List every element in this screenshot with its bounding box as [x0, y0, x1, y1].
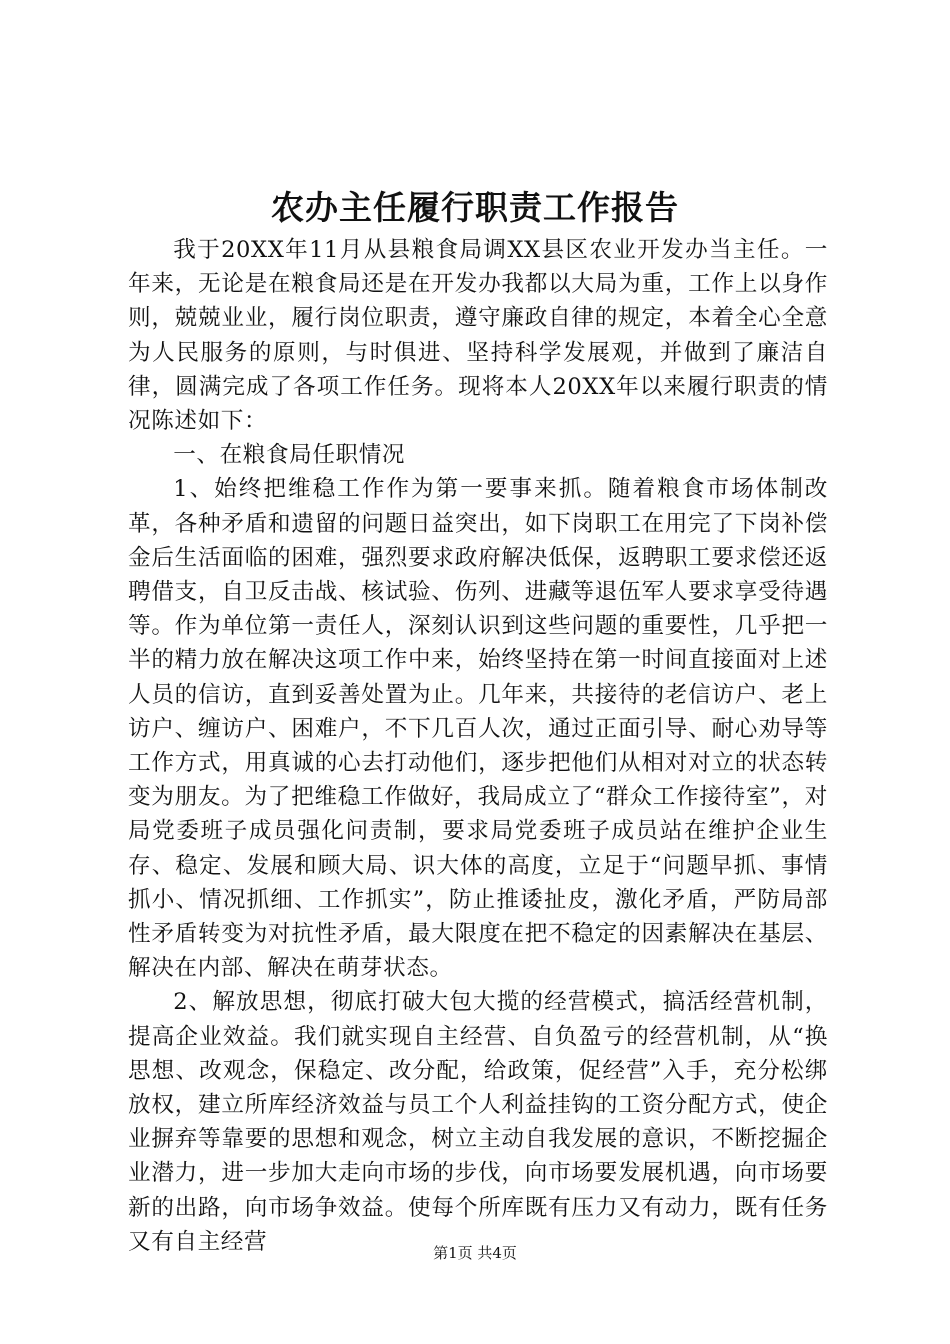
paragraph-item-2: 2、解放思想，彻底打破大包大揽的经营模式，搞活经营机制，提高企业效益。我们就实现自主经营、自负盈亏的经营机制，从“换思想、改观念，保稳定、改分配，给政策，促经营”入手，充分松绑放权，建立所库经济效益与员工个人利益挂钩的工资分配方式，使企业摒弃等靠要的思想和观念，树立主动自我发展的意识，不断挖掘企业潜力，进一步加大走向市场的步伐，向市场要发展机遇，向市场要新的出路，向市场争效益。使每个所库既有压力又有动力，既有任务又有自主经营 [128, 989, 828, 1255]
document-title: 农办主任履行职责工作报告 [271, 188, 679, 227]
paragraph-intro: 我于20XX年11月从县粮食局调XX县区农业开发办当主任。一年来，无论是在粮食局还是在开发办我都以大局为重，工作上以身作则，兢兢业业，履行岗位职责，遵守廉政自律的规定，本着全心全意为人民服务的原则，与时俱进、坚持科学发展观，并做到了廉洁自律，圆满完成了各项工作任务。现将本人20XX年以来履行职责的情况陈述如下： [128, 237, 828, 435]
page-number-footer: 第1页 共4页 [433, 1244, 517, 1262]
section-heading: 一、在粮食局任职情况 [173, 442, 406, 469]
document-body [128, 233, 828, 1259]
paragraph-item-1: 1、始终把维稳工作作为第一要事来抓。随着粮食市场体制改革，各种矛盾和遗留的问题日益突出，如下岗职工在用完了下岗补偿金后生活面临的困难，强烈要求政府解决低保，返聘职工要求偿还返聘借支，自卫反击战、核试验、伤列、进藏等退伍军人要求享受待遇等。作为单位第一责任人，深刻认识到这些问题的重要性，几乎把一半的精力放在解决这项工作中来，始终坚持在第一时间直接面对上述人员的信访，直到妥善处置为止。几年来，共接待的老信访户、老上访户、缠访户、困难户，不下几百人次，通过正面引导、耐心劝导等工作方式，用真诚的心去打动他们，逐步把他们从相对对立的状态转变为朋友。为了把维稳工作做好，我局成立了“群众工作接待室”，对局党委班子成员强化问责制，要求局党委班子成员站在维护企业生存、稳定、发展和顾大局、识大体的高度，立足于“问题早抓、事情抓小、情况抓细、工作抓实”，防止推诿扯皮，激化矛盾，严防局部性矛盾转变为对抗性矛盾，最大限度在把不稳定的因素解决在基层、解决在内部、解决在萌芽状态。 [128, 476, 828, 982]
